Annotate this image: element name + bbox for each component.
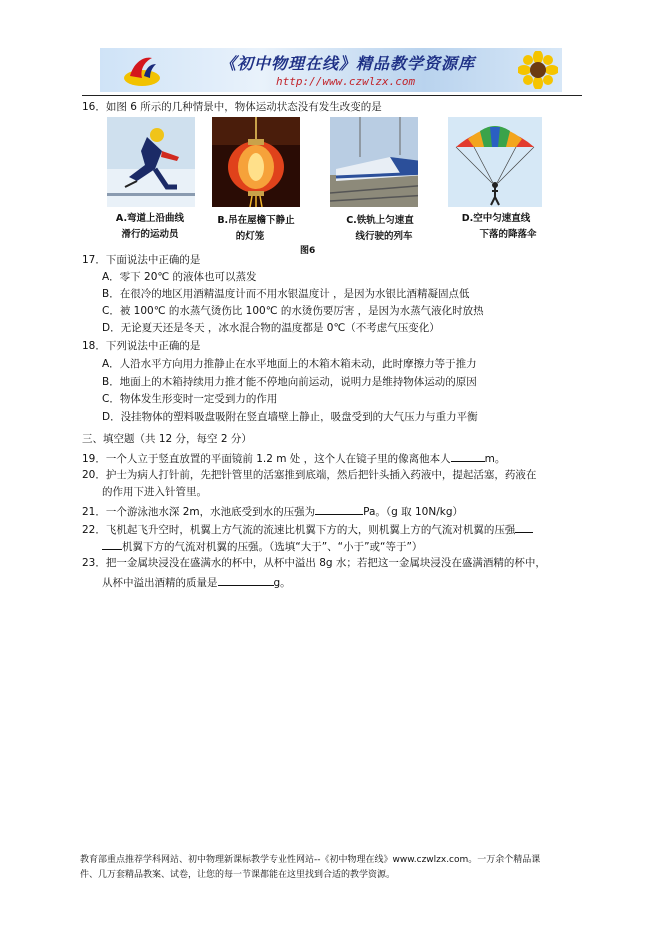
- q22-line-1: [82, 521, 533, 537]
- q17-option-c: C．被 100℃ 的水蒸气烫伤比 100℃ 的水烫伤要厉害 ，是因为水蒸气液化时放热: [102, 305, 484, 317]
- q18-option-c: C．物体发生形变时一定受到力的作用: [102, 393, 278, 405]
- q23-line-2: [102, 574, 291, 590]
- q20-line-1: 20．护士为病人打针前，先把针管里的活塞推到底端，然后把针头插入药液中，提起活塞，药液在: [82, 469, 537, 481]
- q18-option-d: D．没挂物体的塑料吸盘吸附在竖直墙壁上静止，吸盘受到的大气压力与重力平衡: [102, 411, 478, 423]
- site-url[interactable]: http://www.czwlzx.com: [276, 75, 416, 88]
- q17-option-b: B．在很冷的地区用酒精温度计而不用水银温度计 ，是因为水银比酒精凝固点低: [102, 288, 470, 300]
- site-title: 《初中物理在线》精品教学资源库: [220, 54, 476, 73]
- q21-text-a: 21．一个游泳池水深 2m，水池底受到水的压强为: [82, 506, 316, 518]
- q21-line: [82, 503, 463, 519]
- figure-c-train: [330, 117, 418, 207]
- q22-answer-blank-b[interactable]: [102, 538, 122, 550]
- q22-text-b: 机翼下方的气流对机翼的压强。（选填“大于”、“小于”或“等于”）: [122, 541, 423, 553]
- header-rule: [82, 95, 582, 96]
- q17-option-a: A．零下 20℃ 的液体也可以蒸发: [102, 271, 257, 283]
- q19-answer-blank[interactable]: [451, 450, 485, 462]
- q16-stem: 16．如图 6 所示的几种情景中，物体运动状态没有发生改变的是: [82, 101, 382, 113]
- figure-a-caption-1: A.弯道上沿曲线: [115, 213, 185, 224]
- header-banner: [100, 48, 562, 92]
- q22-line-2: [102, 538, 422, 554]
- q22-text-a: 22．飞机起飞升空时，机翼上方气流的流速比机翼下方的大，则机翼上方的气流对机翼的压强: [82, 524, 516, 536]
- q18-option-a: A．人沿水平方向用力推静止在水平地面上的木箱木箱未动，此时摩擦力等于推力: [102, 358, 477, 370]
- figure-d-caption-1: D.空中匀速直线: [461, 213, 531, 224]
- figure-c-caption-1: C.铁轨上匀速直: [346, 215, 414, 226]
- q19-text-b: m。: [484, 453, 506, 465]
- figure-d-parachute: [448, 117, 542, 207]
- footer-line-2: 件、几万套精品教案、试卷，让您的每一节课都能在这里找到合适的教学资源。: [80, 870, 396, 880]
- figure-6-label: 图6: [300, 246, 316, 256]
- figure-a-skater: [107, 117, 195, 207]
- section-3-title: 三、填空题（共 12 分，每空 2 分）: [82, 433, 252, 445]
- figure-d-caption-2: 下落的降落伞: [479, 229, 537, 240]
- q22-answer-blank-a[interactable]: [515, 521, 533, 533]
- q17-stem: 17．下面说法中正确的是: [82, 254, 201, 266]
- figure-b-caption-2: 的灯笼: [235, 231, 265, 242]
- figure-a-caption-2: 滑行的运动员: [121, 229, 179, 240]
- site-logo-icon: [122, 52, 162, 88]
- q23-line-1: 23．把一金属块浸没在盛满水的杯中，从杯中溢出 8g 水；若把这一金属块浸没在盛满酒精的杯中，: [82, 557, 546, 569]
- q23-text-b: g。: [273, 577, 291, 589]
- figure-c-caption-2: 线行驶的列车: [355, 231, 413, 242]
- q21-answer-blank[interactable]: [315, 503, 363, 515]
- q21-text-b: Pa。（g 取 10N/kg）: [363, 506, 463, 518]
- sunflower-icon: [518, 51, 558, 89]
- q18-option-b: B．地面上的木箱持续用力推才能不停地向前运动，说明力是维持物体运动的原因: [102, 376, 477, 388]
- q20-line-2: 的作用下进入针管里。: [102, 486, 207, 498]
- q19-line: [82, 450, 505, 466]
- q19-text-a: 19．一个人立于竖直放置的平面镜前 1.2 m 处 ，这个人在镜子里的像离他本人: [82, 453, 451, 465]
- figure-b-lantern: [212, 117, 300, 207]
- figure-b-caption-1: B.吊在屋檐下静止: [217, 215, 295, 226]
- footer-line-1: 教育部重点推荐学科网站、初中物理新课标教学专业性网站--《初中物理在线》www.czwlzx.com。一万余个精品课: [80, 855, 541, 865]
- q17-option-d: D．无论夏天还是冬天 ，冰水混合物的温度都是 0℃（不考虑气压变化）: [102, 322, 440, 334]
- q23-answer-blank[interactable]: [218, 574, 274, 586]
- q23-text-a: 从杯中溢出酒精的质量是: [102, 577, 218, 589]
- q18-stem: 18．下列说法中正确的是: [82, 340, 201, 352]
